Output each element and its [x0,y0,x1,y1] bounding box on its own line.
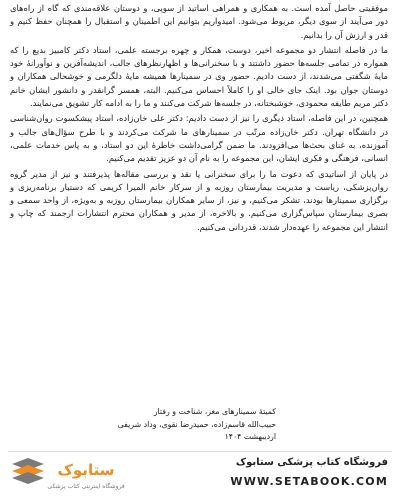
footer-divider [8,451,392,452]
logo-tagline: فروشگاه اینترنتی کتاب پزشکی [47,483,125,490]
watermark-footer [0,451,400,497]
body-text [10,2,388,236]
paragraph: موفقیتی حاصل آمده است. به همکاری و همراهی اساتید از سویی، و دوستان علاقه‌مندی که گاه از راه‌های دور می‌آیند از سوی دیگر، مربوط می‌شود. امیدواریم بتوانیم این اطمینان و استقبال را همچنان حفظ کنیم و قدر و ارزش آن را بدانیم. [10,3,388,40]
paragraph: ما در فاصله انتشار دو مجموعه اخیر، دوست، همکار و چهره برجسته علمی، استاد دکتر کامبیز بدیع را که همواره در تمامی جلسه‌ها حضور داشتند و با سخنرانی‌ها و اظهارنظرهای جالب، اندیشه‌آفرین و نوآورانهٔ خود مایهٔ شگفتی می‌شدند، از دست دادیم. حضور وی در سمینارها همیشه مایهٔ دلگرمی و خوشحالی همکاران و دوستان جوان بود. اینک جای خالی او را کاملاً احساس می‌کنیم. البته، همسر گرانقدر و دانشور ایشان خانم دکتر مریم طایفه محمودی، خوشبختانه، در جلسه‌ها شرکت می‌کنند و ما را به ادامه کار تشویق می‌نمایند. [10,44,388,109]
store-title: فروشگاه کتاب پزشکی ستابوک [235,457,388,468]
committee-name: کمیتهٔ سمینارهای مغز، شناخت و رفتار [153,407,276,416]
signature-date: اردیبهشت ۱۴۰۴ [224,432,276,442]
paragraph: همچنین، در این فاصله، استاد دیگری را نیز از دست دادیم: دکتر علی خان‌زاده، استاد پیشکسوت روان‌شناسی در دانشگاه تهران. دکتر خان‌زاده مرتّب در سمینارهای ما شرکت می‌کردند و با طرح سؤال‌های جالب و آموزنده، به غنای بحث‌ها می‌افزودند. ما ضمن گرامی‌داشت خاطرهٔ این دو استاد، و به پاس خدمات علمی، انسانی، فرهنگی و فکری ایشان، این مجموعه را به نام آن دو عزیز تقدیم می‌کنیم. [10,113,388,164]
setabook-logo [8,455,128,493]
author-names: حبیب‌الله قاسم‌زاده، حمیدرضا نقوی، وداد شریفی [117,419,276,429]
store-url[interactable]: WWW.SETABOOK.COM [230,475,388,488]
logo-wordmark: ستابوک [57,461,115,479]
paragraph: در پایان از اساتیدی که دعوت ما را برای سخنرانی یا نقد و بررسی مقاله‌ها پذیرفتند و نیز از مدیر گروه روان‌پزشکی، ریاست و مدیریت بیمارستان روزبه و از سرکار خانم المیرا کریمی که دستیار برنامه‌ریزی و برگزاری سمینارها بودند، تشکر می‌کنیم، و نیز، از سایر همکاران بیمارستان روزبه و به‌ویژه، از واحد سمعی و بصری بیمارستان سپاس‌گزاری می‌کنیم. و بالاخره، از مدیر و همکاران محترم انتشارات ارجمند که چاپ و انتشار این مجموعه را عهده‌دار شدند، قدردانی می‌کنیم. [10,168,388,232]
chevron-mark-icon [12,458,44,484]
